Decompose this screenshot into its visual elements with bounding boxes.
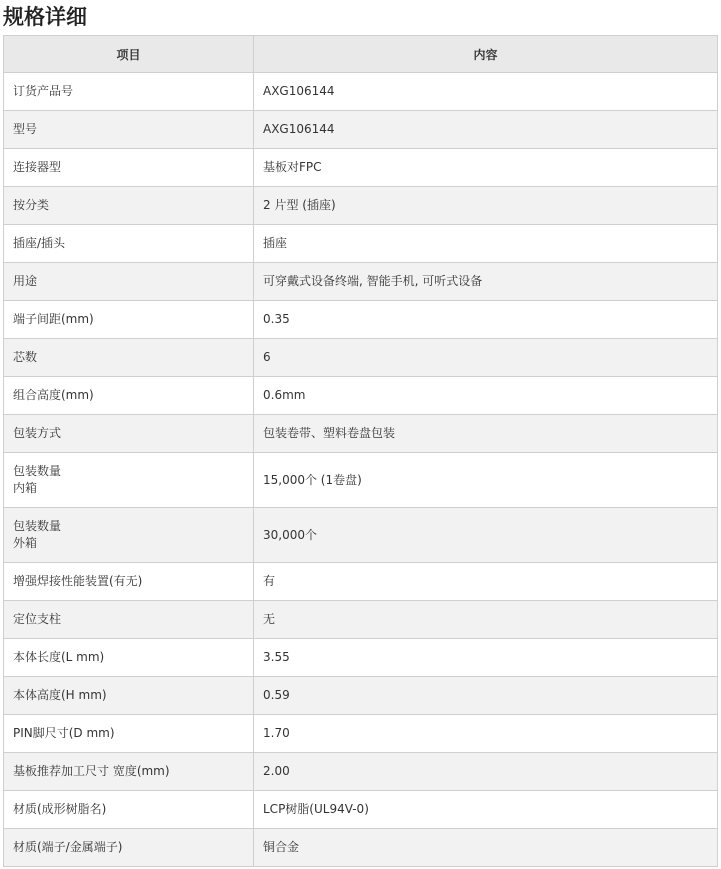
row-label-cell bbox=[4, 677, 254, 715]
row-label: 基板推荐加工尺寸 宽度(mm) bbox=[13, 764, 170, 778]
row-label: 包装数量 bbox=[13, 519, 62, 533]
row-value: 基板对FPC bbox=[254, 149, 718, 187]
row-value: LCP树脂(UL94V-0) bbox=[254, 791, 718, 829]
row-label: 材质(端子/金属端子) bbox=[13, 840, 123, 854]
row-value: AXG106144 bbox=[254, 73, 718, 111]
row-value: AXG106144 bbox=[254, 111, 718, 149]
table-row bbox=[4, 149, 718, 187]
table-row bbox=[4, 339, 718, 377]
column-header-item: 项目 bbox=[4, 36, 254, 73]
table-row bbox=[4, 415, 718, 453]
row-label-cell bbox=[4, 753, 254, 791]
spec-table bbox=[3, 35, 718, 867]
row-label: 本体高度(H mm) bbox=[13, 688, 107, 702]
table-row bbox=[4, 225, 718, 263]
table-row bbox=[4, 563, 718, 601]
row-sublabel: 外箱 bbox=[13, 536, 38, 550]
row-value: 插座 bbox=[254, 225, 718, 263]
row-value: 无 bbox=[254, 601, 718, 639]
table-row bbox=[4, 829, 718, 867]
row-value: 包装卷带、塑料卷盘包装 bbox=[254, 415, 718, 453]
table-row bbox=[4, 263, 718, 301]
row-label-cell bbox=[4, 149, 254, 187]
row-value: 有 bbox=[254, 563, 718, 601]
table-row bbox=[4, 111, 718, 149]
table-header-row bbox=[4, 36, 718, 73]
row-label-cell bbox=[4, 791, 254, 829]
row-label: 本体长度(L mm) bbox=[13, 650, 105, 664]
row-label-cell bbox=[4, 225, 254, 263]
row-label-cell bbox=[4, 715, 254, 753]
row-label-cell bbox=[4, 415, 254, 453]
row-value: 可穿戴式设备终端, 智能手机, 可听式设备 bbox=[254, 263, 718, 301]
row-value: 2 片型 (插座) bbox=[254, 187, 718, 225]
row-value: 0.6mm bbox=[254, 377, 718, 415]
row-value: 6 bbox=[254, 339, 718, 377]
column-header-content: 内容 bbox=[254, 36, 718, 73]
row-label: 包装数量 bbox=[13, 464, 62, 478]
row-label-cell bbox=[4, 263, 254, 301]
table-body bbox=[4, 73, 718, 867]
table-row bbox=[4, 73, 718, 111]
table-row bbox=[4, 301, 718, 339]
table-row bbox=[4, 187, 718, 225]
table-row bbox=[4, 508, 718, 563]
row-label: 型号 bbox=[13, 122, 38, 136]
table-row bbox=[4, 639, 718, 677]
row-value: 2.00 bbox=[254, 753, 718, 791]
row-value: 铜合金 bbox=[254, 829, 718, 867]
row-label: 按分类 bbox=[13, 198, 50, 212]
row-value: 0.35 bbox=[254, 301, 718, 339]
row-label-cell bbox=[4, 73, 254, 111]
row-sublabel: 内箱 bbox=[13, 481, 38, 495]
row-label-cell bbox=[4, 339, 254, 377]
row-label: 端子间距(mm) bbox=[13, 312, 94, 326]
row-label-cell bbox=[4, 563, 254, 601]
row-label-cell bbox=[4, 639, 254, 677]
row-label-cell bbox=[4, 111, 254, 149]
row-label-cell bbox=[4, 377, 254, 415]
row-label-cell bbox=[4, 187, 254, 225]
row-label: 材质(成形树脂名) bbox=[13, 802, 107, 816]
table-row bbox=[4, 753, 718, 791]
row-label: 订货产品号 bbox=[13, 84, 74, 98]
row-label-cell bbox=[4, 508, 254, 563]
row-value: 1.70 bbox=[254, 715, 718, 753]
row-label: 插座/插头 bbox=[13, 236, 66, 250]
row-label: 增强焊接性能装置(有无) bbox=[13, 574, 143, 588]
table-row bbox=[4, 453, 718, 508]
row-value: 3.55 bbox=[254, 639, 718, 677]
row-label: 包装方式 bbox=[13, 426, 62, 440]
row-label: 芯数 bbox=[13, 350, 38, 364]
row-label-cell bbox=[4, 829, 254, 867]
row-value: 30,000个 bbox=[254, 508, 718, 563]
table-row bbox=[4, 601, 718, 639]
row-label-cell bbox=[4, 601, 254, 639]
row-label-cell bbox=[4, 301, 254, 339]
page-title: 规格详细 bbox=[3, 5, 87, 29]
row-label: PIN脚尺寸(D mm) bbox=[13, 726, 115, 740]
row-label-cell bbox=[4, 453, 254, 508]
table-row bbox=[4, 791, 718, 829]
row-label: 用途 bbox=[13, 274, 38, 288]
row-value: 0.59 bbox=[254, 677, 718, 715]
table-row bbox=[4, 715, 718, 753]
row-label: 组合高度(mm) bbox=[13, 388, 94, 402]
row-label: 连接器型 bbox=[13, 160, 62, 174]
table-row bbox=[4, 677, 718, 715]
table-row bbox=[4, 377, 718, 415]
row-value: 15,000个 (1卷盘) bbox=[254, 453, 718, 508]
row-label: 定位支柱 bbox=[13, 612, 62, 626]
